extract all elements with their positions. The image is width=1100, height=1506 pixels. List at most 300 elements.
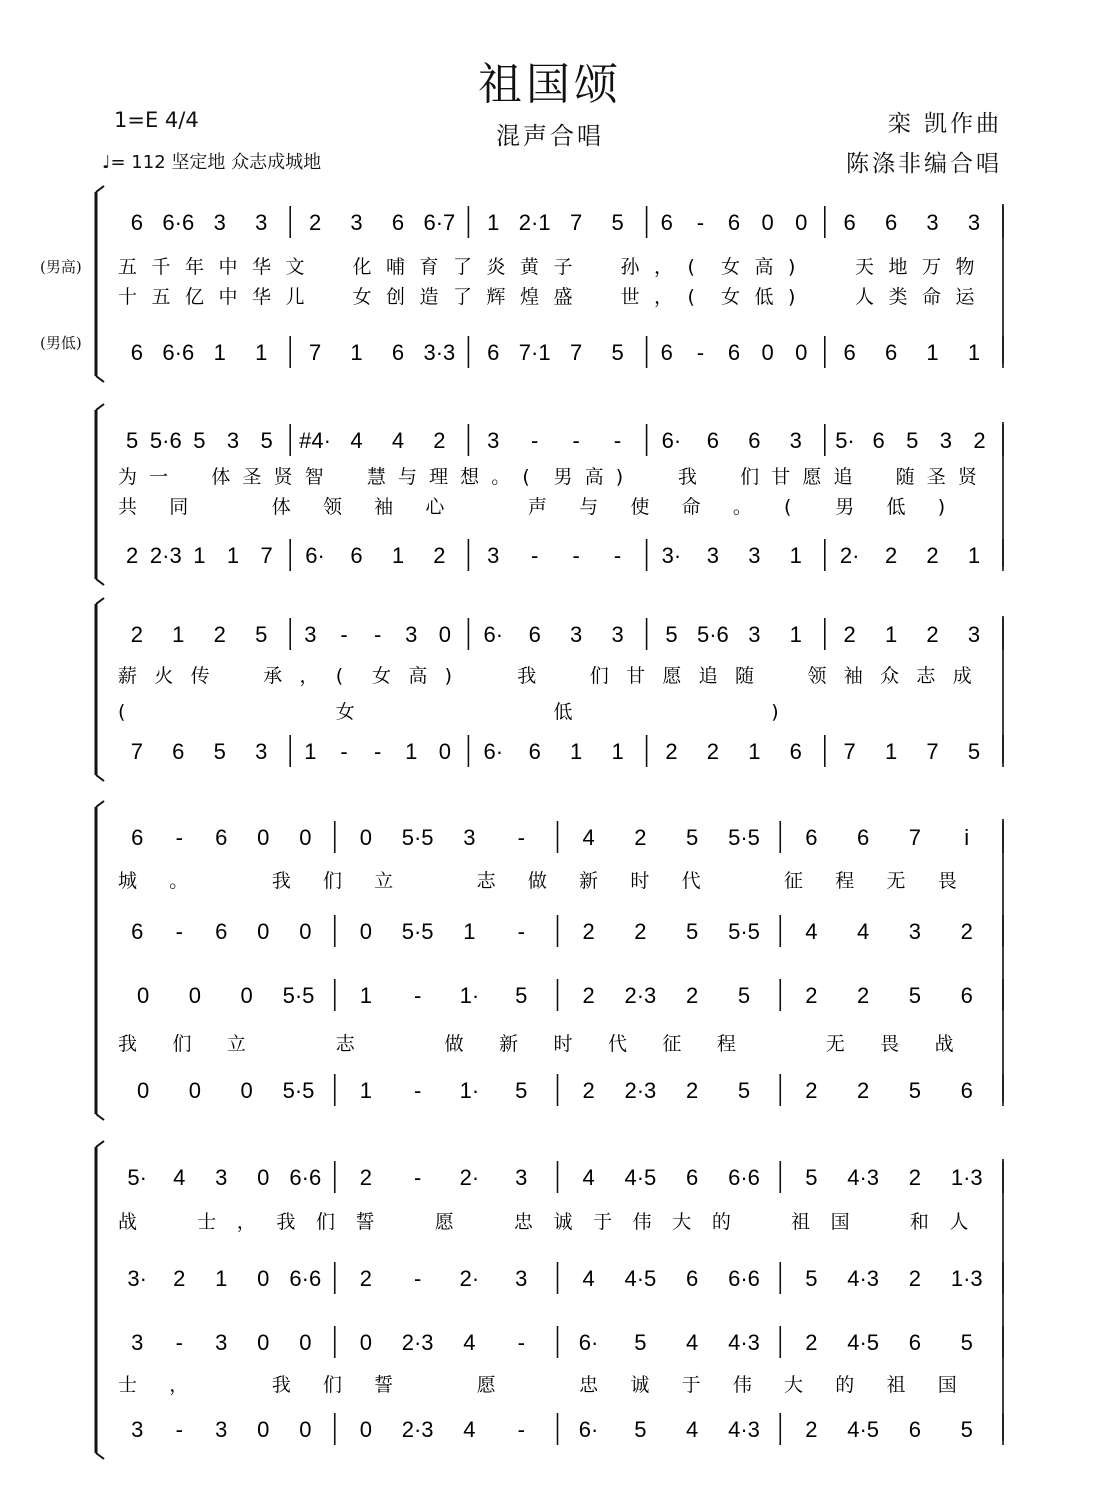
note: 1· [459,983,480,1008]
note: 3· [127,1266,147,1291]
note: 1 [463,919,476,944]
lyric-char: 人 [855,286,875,308]
lyric-char: 程 [835,870,855,892]
note: 4 [582,825,595,850]
note: 2 [805,1330,818,1355]
note: 4 [582,1165,595,1190]
lyric-char: 无 [886,870,906,892]
note: 0 [257,825,270,850]
note: 6 [528,739,541,764]
lyric-char: 与 [579,496,599,518]
note: 7 [260,543,273,568]
lyric-char: 追 [833,466,853,488]
lyric-char: 声 [527,496,547,518]
system-bracket-cap [96,598,104,604]
lyric-char: 了 [453,286,473,308]
note: 2 [686,1078,699,1103]
lyric-char: 传 [190,665,210,687]
note: 0 [761,340,774,365]
note: 2 [359,1165,372,1190]
note: 1 [611,739,624,764]
note: 6·6 [162,340,195,365]
note: 5 [611,210,624,235]
note: 2 [582,919,595,944]
note: 2 [213,622,226,647]
note: 6 [727,340,741,365]
note: 5·5 [401,919,434,944]
note: 1 [789,543,802,568]
note: 5 [908,1078,922,1103]
note: 1 [405,739,418,764]
lyric-line [118,701,779,723]
note: 6 [391,340,405,365]
note: 2 [884,543,898,568]
note: 6 [789,739,802,764]
lyric-char: 圣 [242,466,262,488]
note: 0 [299,825,312,850]
note: 2 [805,1417,818,1442]
note: 2 [359,1266,372,1291]
note: 3 [908,919,922,944]
note: 5 [906,428,919,453]
note: 6· [578,1330,599,1355]
lyric-char: 畏 [937,870,957,892]
system-bracket-cap [96,579,104,585]
note: 2 [665,739,678,764]
note: 6 [660,340,673,365]
note: 2 [634,825,647,850]
lyric-char: ， [654,286,674,308]
lyric-char: 们 [322,1374,342,1396]
lyric-char: ) [615,466,624,488]
note: 5 [960,1330,973,1355]
lyric-char: 理 [429,466,449,488]
note: 3 [570,622,583,647]
lyric-char: 们 [740,466,760,488]
lyric-char: ( [118,701,126,723]
note: 5 [611,340,624,365]
note: 4 [350,428,363,453]
lyric-char: ( [784,496,792,518]
note: 6·6 [289,1165,322,1190]
lyric-char: 命 [681,496,701,518]
lyric-char: 伟 [632,1211,652,1233]
lyric-char: 了 [453,256,473,278]
note: 2 [843,622,856,647]
note: 0 [359,1417,372,1442]
lyric-char: 低 [886,496,906,518]
note: 2 [960,919,973,944]
note: 1 [884,622,898,647]
note: 6·6 [162,210,195,235]
lyric-char: 大 [784,1374,804,1396]
note: 4 [857,919,870,944]
note: 0 [257,1266,270,1291]
lyric-char [220,870,226,892]
note: 6· [578,1417,599,1442]
lyric-char: 千 [151,256,171,278]
lyric-char: 女 [335,701,355,723]
note: 3 [967,622,981,647]
song-subtitle: 混声合唱 [496,122,604,150]
lyric-char: 新 [499,1033,519,1055]
lyric-line [118,465,978,488]
lyric-char: 共 [118,496,138,518]
note: 3 [463,825,476,850]
lyric-char: 领 [807,665,827,687]
lyric-char: 愿 [434,1211,454,1233]
lyric-char: 祖 [886,1374,906,1396]
lyric-char: 征 [784,870,804,892]
note: - [572,543,580,568]
lyric-char: 随 [895,466,915,488]
note: 6· [305,543,325,568]
note: 0 [257,1165,270,1190]
lyric-char: 一 [149,466,169,488]
lyric-char [647,466,653,488]
note: 5 [737,983,751,1008]
lyric-char: 我 [118,1033,138,1055]
lyric-char: 士 [197,1211,217,1233]
note: 4·5 [624,1165,657,1190]
note: 5 [960,1417,973,1442]
lyric-line [118,665,972,687]
note: 4·3 [847,1266,880,1291]
note: 5· [127,1165,147,1190]
note: 0 [257,1417,270,1442]
note: - [517,1330,525,1355]
note: 2 [805,983,818,1008]
note: - [696,210,705,235]
lyric-char: ， [236,1211,256,1233]
note: 3 [304,622,317,647]
lyric-char: 程 [716,1033,736,1055]
lyric-char: 愿 [476,1374,496,1396]
note: 6 [843,210,856,235]
lyric-char: 薪 [118,665,138,687]
lyric-line [118,256,975,278]
note: 7 [570,210,583,235]
lyric-char: 儿 [285,286,305,308]
note: 1 [226,543,240,568]
lyric-char [865,466,871,488]
note: 5·5 [282,983,315,1008]
lyric-line [118,1374,957,1396]
lyric-char: 战 [118,1211,138,1233]
lyric-char: ( [687,286,695,308]
lyric-line [118,496,945,518]
note: - [413,1266,422,1291]
lyric-char: 十 [118,286,138,308]
note: 3· [661,543,682,568]
lyric-char: 心 [425,496,445,518]
note: - [572,428,580,453]
note: 0 [438,739,451,764]
note: 7 [926,739,939,764]
lyric-char: 随 [734,665,754,687]
lyric-char [319,286,325,308]
note: 3·3 [423,340,456,365]
note: 6 [130,340,143,365]
note: 1·3 [950,1266,983,1291]
note: - [517,919,525,944]
note: 1 [748,739,761,764]
lyric-char: 高 [754,256,774,278]
lyric-char: ) [444,665,453,687]
note: 1 [255,340,268,365]
lyric-char: 女 [372,665,392,687]
note: 6· [483,739,504,764]
note: 2 [686,983,699,1008]
lyric-char: 育 [419,256,439,278]
lyric-char: 亿 [185,286,205,308]
lyric-char [319,256,325,278]
system-bracket-cap [96,404,104,410]
note: 2 [173,1266,186,1291]
lyric-char [220,496,226,518]
note: 6 [528,622,541,647]
lyric-char: 忠 [579,1374,599,1396]
lyric-char: 华 [252,286,272,308]
lyric-char [390,1033,396,1055]
note: i [964,825,970,850]
note: 5·5 [401,825,434,850]
lyric-char: 煌 [520,286,540,308]
lyric-line [118,1033,954,1055]
note: 4 [686,1417,699,1442]
lyric-char: 忠 [513,1211,533,1233]
note: 6·6 [728,1266,760,1291]
note: 4 [391,428,405,453]
lyric-char: 类 [888,286,908,308]
lyric-char [281,1033,287,1055]
note: 3 [213,210,226,235]
lyric-char: 志 [916,665,936,687]
note: 6· [661,428,682,453]
note: 5 [515,983,528,1008]
lyric-char: 创 [386,286,406,308]
lyric-char: 志 [476,870,496,892]
note: 6 [805,825,818,850]
note: 6 [686,1165,699,1190]
note: - [340,739,348,764]
note: 6 [908,1330,922,1355]
note: 2·1 [518,210,551,235]
lyric-char [425,870,431,892]
note: 7 [308,340,322,365]
lyric-char [771,1033,777,1055]
song-title: 祖国颂 [478,59,622,110]
note: - [413,1078,422,1103]
lyric-char: 盛 [553,286,573,308]
note: 3 [405,622,418,647]
note: 6 [843,340,856,365]
lyric-line [118,1211,968,1233]
lyric-char [395,1211,401,1233]
note: 1 [884,739,898,764]
lyric-line [118,286,976,308]
note: 1 [350,340,363,365]
lyric-char: 哺 [386,256,406,278]
lyric-char [870,1211,876,1233]
note: 5 [805,1266,818,1291]
note: 6 [131,919,144,944]
note: - [175,1330,183,1355]
note: 5 [213,739,226,764]
note: - [413,1165,422,1190]
note: - [340,622,348,647]
lyric-char: 圣 [926,466,946,488]
note: 4·5 [847,1417,880,1442]
lyric-char: ， [169,1374,189,1396]
note: 6· [483,622,504,647]
note: 1 [304,739,317,764]
lyric-char [587,286,593,308]
note: 2 [805,1078,818,1103]
lyric-char: 于 [681,1374,701,1396]
note: 1 [967,340,981,365]
lyric-char: ) [771,701,779,723]
note: 6 [391,210,405,235]
note: 4 [805,919,818,944]
lyric-char: 造 [419,286,439,308]
note: 6 [960,1078,973,1103]
lyric-char: 众 [880,665,900,687]
lyric-char: 女 [721,286,741,308]
note: 1 [193,543,206,568]
lyric-char: ( [335,665,344,687]
note: 3 [350,210,363,235]
lyric-char: 的 [711,1211,731,1233]
lyric-char: 国 [937,1374,957,1396]
lyric-char: 炎 [486,256,506,278]
note: 2· [459,1165,480,1190]
note: 7·1 [518,340,551,365]
note: 4·3 [847,1165,880,1190]
note: 2 [433,428,446,453]
note: 5 [193,428,206,453]
note: 0 [438,622,451,647]
lyric-char: 高 [408,665,428,687]
lyric-char: 成 [952,665,972,687]
note: 3 [487,543,500,568]
lyric-char: 辉 [486,286,506,308]
lyric-char: 做 [444,1033,464,1055]
lyric-char [481,665,487,687]
note: 1 [926,340,939,365]
note: 1 [215,1266,228,1291]
system-bracket-cap [96,376,104,382]
note: 3 [748,543,761,568]
lyric-char: 地 [888,256,908,278]
lyric-char: 我 [517,665,537,687]
note: 0 [299,1330,312,1355]
note: 0 [795,210,808,235]
lyric-char: 智 [304,466,324,488]
lyric-char: 华 [252,256,272,278]
note: 2 [126,543,139,568]
composer-credit: 栾 凯作曲 [887,111,1002,137]
lyric-char: 征 [662,1033,682,1055]
lyric-char [425,1374,431,1396]
note: - [373,739,382,764]
note: 2 [706,739,720,764]
note: 5 [686,919,699,944]
lyric-char: 大 [672,1211,692,1233]
note: 1 [967,543,981,568]
lyric-char: 体 [211,466,231,488]
lyric-char: 我 [271,870,291,892]
note: 5 [737,1078,751,1103]
lyric-char: 立 [226,1033,246,1055]
lyric-char [220,1374,226,1396]
lyric-char: 我 [276,1211,296,1233]
note: 5·5 [282,1078,315,1103]
lyric-char: 我 [271,1374,291,1396]
lyric-char: 男 [553,466,573,488]
system-bracket-cap [96,1453,104,1459]
lyric-char: 中 [218,256,238,278]
note: 0 [299,1417,312,1442]
lyric-char: 天 [855,256,875,278]
note: 0 [136,983,150,1008]
note: 7 [570,340,583,365]
arranger-credit: 陈涤非编合唱 [846,151,1002,177]
note: 5 [805,1165,818,1190]
lyric-char: ， [299,665,319,687]
note: 2 [433,543,446,568]
note: 1·3 [950,1165,983,1190]
lyric-char: 战 [934,1033,954,1055]
note: 6 [215,825,228,850]
note: 3 [515,1266,528,1291]
note: 5 [967,739,981,764]
lyric-char [227,665,233,687]
note: 3 [611,622,624,647]
note: 2 [973,428,986,453]
note: - [413,983,422,1008]
note: - [175,1417,183,1442]
note: 3 [215,1165,228,1190]
lyric-char: 。 [732,496,752,518]
lyric-char: ， [654,256,674,278]
lyric-char: 五 [151,286,171,308]
note: 7 [908,825,922,850]
note: 6 [131,825,144,850]
note: 2 [908,1165,922,1190]
lyric-char: 为 [118,466,138,488]
note: 6·6 [728,1165,760,1190]
note: 2 [857,1078,870,1103]
lyric-char: 袖 [843,665,863,687]
lyric-char: 和 [909,1211,929,1233]
note: 0 [359,825,372,850]
lyric-char: 袖 [374,496,394,518]
lyric-char: 们 [172,1033,192,1055]
note: 2·3 [401,1417,434,1442]
note: 2 [926,543,939,568]
note: 3 [215,1417,228,1442]
lyric-char: 中 [218,286,238,308]
note: 0 [795,340,808,365]
note: 3 [226,428,240,453]
lyric-char: ) [788,286,796,308]
note: 6·7 [423,210,456,235]
lyric-char [751,1211,757,1233]
lyric-char: 同 [169,496,189,518]
note: 5 [255,622,268,647]
lyric-char: 甘 [626,665,646,687]
